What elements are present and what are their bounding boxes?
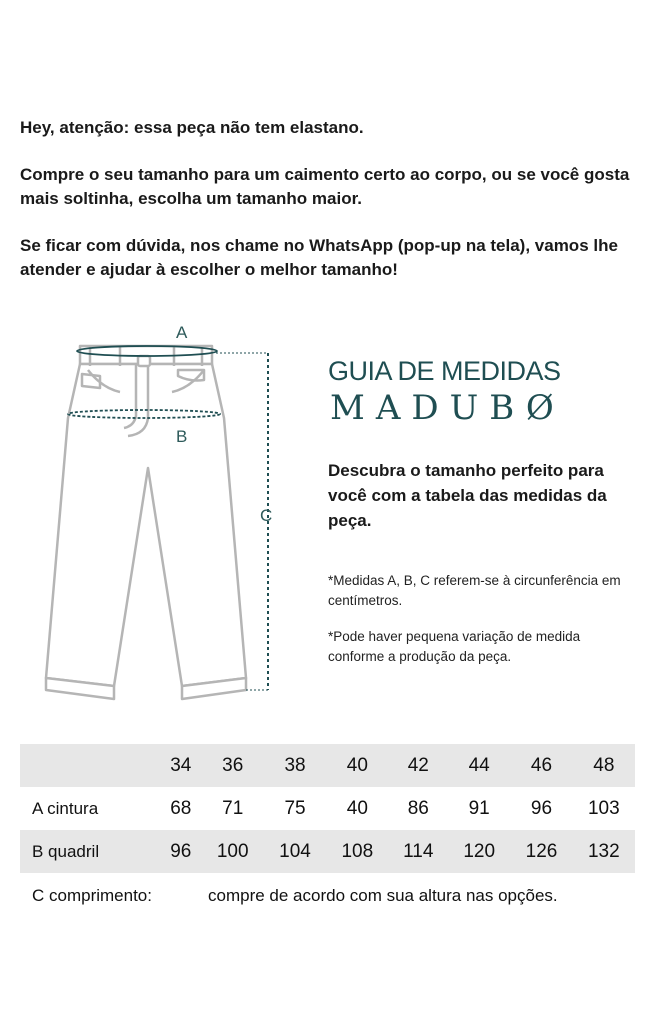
table-cell: 71 (222, 797, 244, 819)
guide-lead-text: Descubra o tamanho perfeito para você com a tabela das medidas da peça. (328, 461, 607, 530)
table-cell: 100 (202, 830, 264, 873)
table-row-cintura (20, 787, 635, 830)
intro-paragraph-2: Compre o seu tamanho para um caimento certo ao corpo, ou se você gosta mais soltinha, escolha um tamanho maior. (20, 165, 630, 208)
pants-diagram (30, 318, 290, 718)
table-cell: 40 (346, 797, 368, 819)
label-c: C (260, 506, 273, 525)
table-cell: 96 (160, 830, 202, 873)
row-label: B quadril (20, 830, 160, 873)
table-cell: 104 (264, 830, 326, 873)
label-b: B (176, 427, 188, 446)
table-cell: 86 (407, 797, 429, 819)
table-cell: 103 (587, 797, 620, 819)
length-label: C comprimento: (32, 886, 152, 905)
size-cell: 40 (326, 744, 388, 787)
table-corner (20, 744, 160, 787)
size-cell: 34 (160, 744, 202, 787)
size-table (20, 744, 635, 873)
note-measures: *Medidas A, B, C referem-se à circunferência em centímetros. (328, 573, 621, 608)
intro-text (20, 116, 640, 305)
size-cell: 42 (388, 744, 448, 787)
table-cell: 96 (530, 797, 553, 819)
table-cell: 68 (170, 797, 192, 819)
table-cell: 91 (468, 797, 490, 819)
table-cell: 126 (510, 830, 572, 873)
size-cell: 44 (448, 744, 510, 787)
guide-title: GUIA DE MEDIDAS (328, 356, 561, 386)
button-shape (138, 356, 150, 366)
size-cell: 38 (264, 744, 326, 787)
note-variation: *Pode haver pequena variação de medida conforme a produção da peça. (328, 629, 581, 664)
row-label: A cintura (32, 798, 99, 818)
table-cell: 108 (326, 830, 388, 873)
intro-paragraph-3: Se ficar com dúvida, nos chame no WhatsApp (pop-up na tela), vamos lhe atender e ajudar à escolher o melhor tamanho! (20, 236, 618, 279)
table-cell: 120 (448, 830, 510, 873)
brand-logo-text: MADUBØ (330, 388, 565, 428)
size-header-row (20, 744, 635, 787)
size-cell: 46 (510, 744, 572, 787)
size-cell: 36 (202, 744, 264, 787)
length-note (32, 886, 558, 906)
size-cell: 48 (573, 744, 635, 787)
table-row-quadril (20, 830, 635, 873)
table-cell: 114 (388, 830, 448, 873)
intro-paragraph-1: Hey, atenção: essa peça não tem elastano. (20, 118, 364, 137)
label-a: A (176, 323, 188, 342)
table-cell: 132 (573, 830, 635, 873)
length-text: compre de acordo com sua altura nas opções. (208, 886, 558, 905)
table-cell: 75 (284, 797, 306, 819)
